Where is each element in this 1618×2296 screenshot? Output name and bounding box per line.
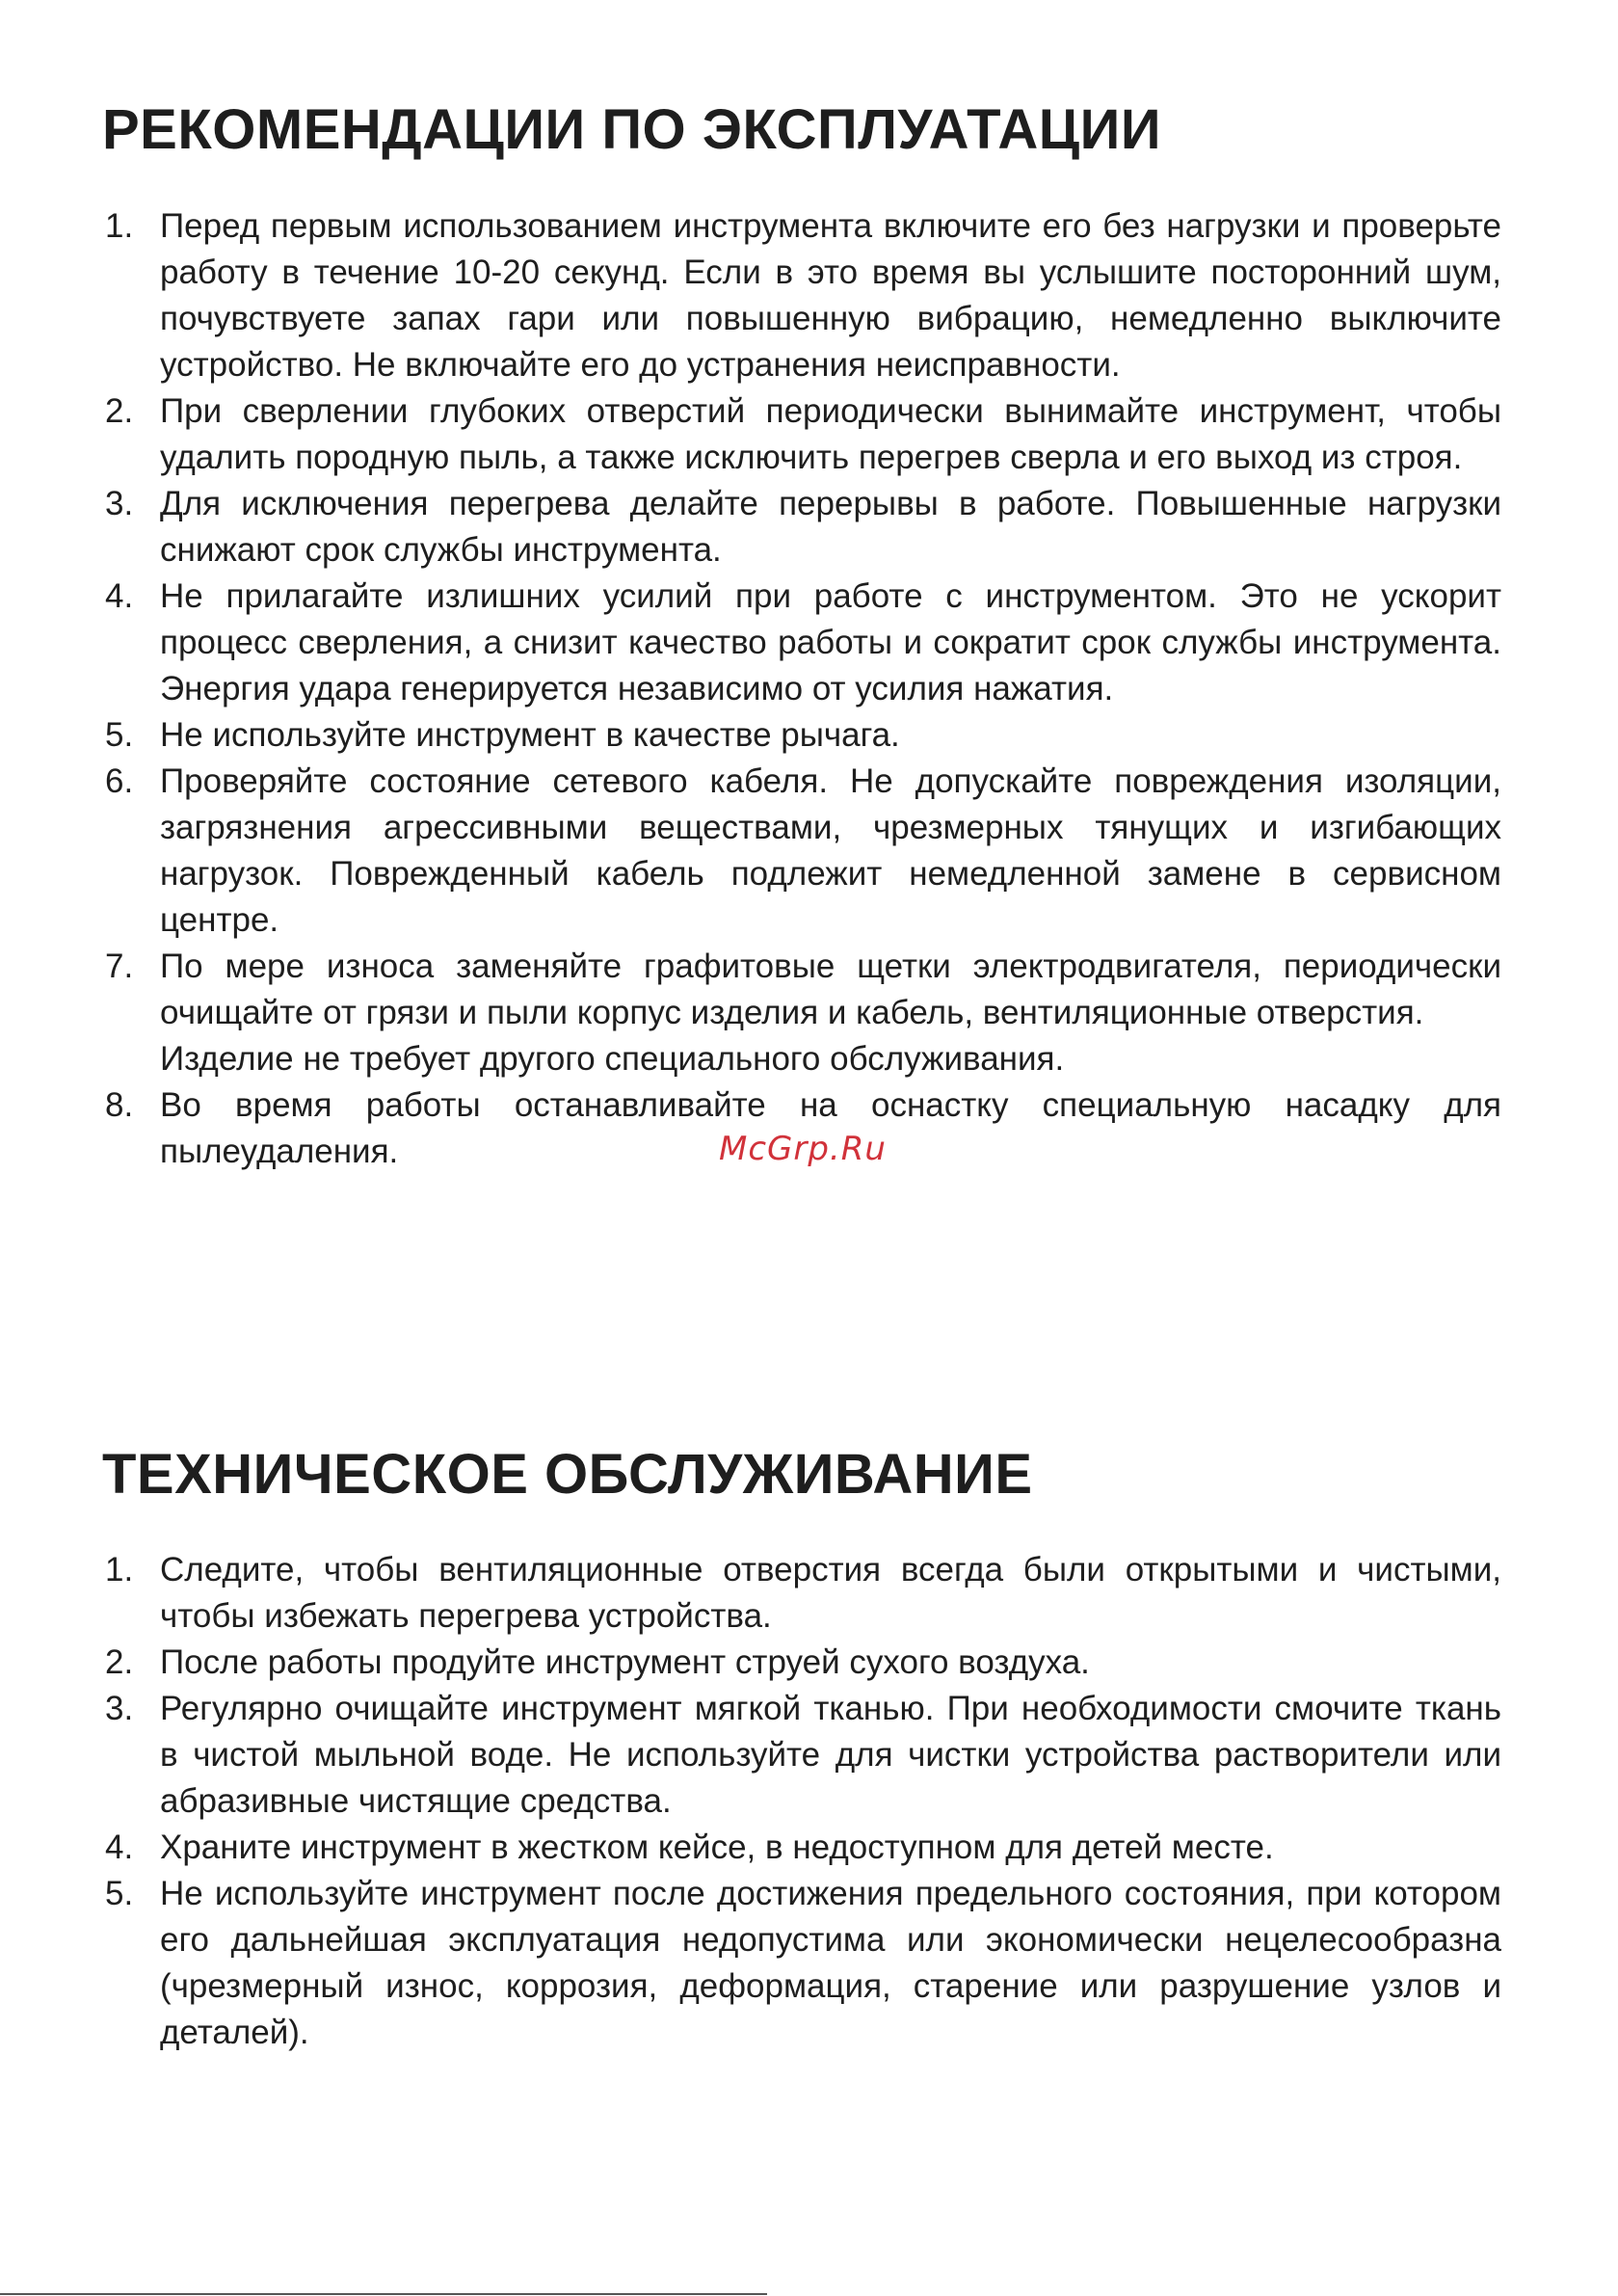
item-text: Следите, чтобы вентиляционные отверстия всегда были открытыми и чистыми, чтобы избежать перегрева устройства. <box>160 1551 1501 1635</box>
item-number: 5. <box>105 716 134 754</box>
item-number: 3. <box>105 1690 134 1727</box>
item-number: 8. <box>105 1086 134 1124</box>
section-title-maintenance: ТЕХНИЧЕСКОЕ ОБСЛУЖИВАНИЕ <box>102 1443 1033 1506</box>
list-item <box>102 574 1501 712</box>
list-item <box>102 759 1501 944</box>
list-item <box>102 1686 1501 1825</box>
list-item <box>102 1871 1501 2056</box>
item-text: После работы продуйте инструмент струей сухого воздуха. <box>160 1643 1090 1681</box>
item-number: 2. <box>105 392 134 430</box>
item-number: 4. <box>105 1829 134 1866</box>
list-item <box>102 712 1501 759</box>
bottom-divider <box>0 2293 767 2295</box>
item-number: 1. <box>105 1551 134 1589</box>
item-number: 1. <box>105 207 134 245</box>
list-item <box>102 481 1501 574</box>
item-number: 6. <box>105 762 134 800</box>
item-text: Для исключения перегрева делайте перерывы в работе. Повышенные нагрузки снижают срок службы инструмента. <box>160 485 1501 569</box>
item-number: 7. <box>105 948 134 985</box>
list-item <box>102 1640 1501 1686</box>
section-title-operation: РЕКОМЕНДАЦИИ ПО ЭКСПЛУАТАЦИИ <box>102 98 1162 161</box>
item-text: Перед первым использованием инструмента включите его без нагрузки и проверьте работу в течение 10-20 секунд. Если в это время вы услышите посторонний шум, почувствуете запах гари или повышенную вибрацию, немедленно выключите устройство. Не включайте его до устранения неисправности. <box>160 207 1501 384</box>
item-text: При сверлении глубоких отверстий периодически вынимайте инструмент, чтобы удалить породную пыль, а также исключить перегрев сверла и его выход из строя. <box>160 392 1501 476</box>
item-number: 3. <box>105 485 134 522</box>
item-text: Не прилагайте излишних усилий при работе с инструментом. Это не ускорит процесс сверления, а снизит качество работы и сократит срок службы инструмента. Энергия удара генерируется независимо от усилия нажатия. <box>160 577 1501 707</box>
list-item <box>102 1547 1501 1640</box>
item-text: Регулярно очищайте инструмент мягкой тканью. При необходимости смочите ткань в чистой мыльной воде. Не используйте для чистки устройства растворители или абразивные чистящие средства. <box>160 1690 1501 1820</box>
operation-recommendations-list <box>102 203 1501 1175</box>
maintenance-list <box>102 1547 1501 2056</box>
item-text: По мере износа заменяйте графитовые щетки электродвигателя, периодически очищайте от грязи и пыли корпус изделия и кабель, вентиляционные отверстия. <box>160 948 1501 1031</box>
item-text: Храните инструмент в жестком кейсе, в недоступном для детей месте. <box>160 1829 1274 1866</box>
item-text: Во время работы останавливайте на оснастку специальную насадку для пылеудаления. <box>160 1086 1501 1170</box>
item-text: Не используйте инструмент после достижения предельного состояния, при котором его дальнейшая эксплуатация недопустима или экономически нецелесообразна (чрезмерный износ, коррозия, деформация, старение или разрушение узлов и деталей). <box>160 1875 1501 2051</box>
list-item <box>102 388 1501 481</box>
item-number: 4. <box>105 577 134 615</box>
item-number: 2. <box>105 1643 134 1681</box>
list-item <box>102 203 1501 388</box>
item-text: Не используйте инструмент в качестве рычага. <box>160 716 900 754</box>
list-item <box>102 944 1501 1082</box>
watermark-text: McGrp.Ru <box>719 1130 887 1168</box>
list-item <box>102 1825 1501 1871</box>
item-text: Проверяйте состояние сетевого кабеля. Не допускайте повреждения изоляции, загрязнения агрессивными веществами, чрезмерных тянущих и изгибающих нагрузок. Поврежденный кабель подлежит немедленной замене в сервисном центре. <box>160 762 1501 939</box>
item-note: Изделие не требует другого специального обслуживания. <box>160 1040 1065 1078</box>
item-number: 5. <box>105 1875 134 1912</box>
